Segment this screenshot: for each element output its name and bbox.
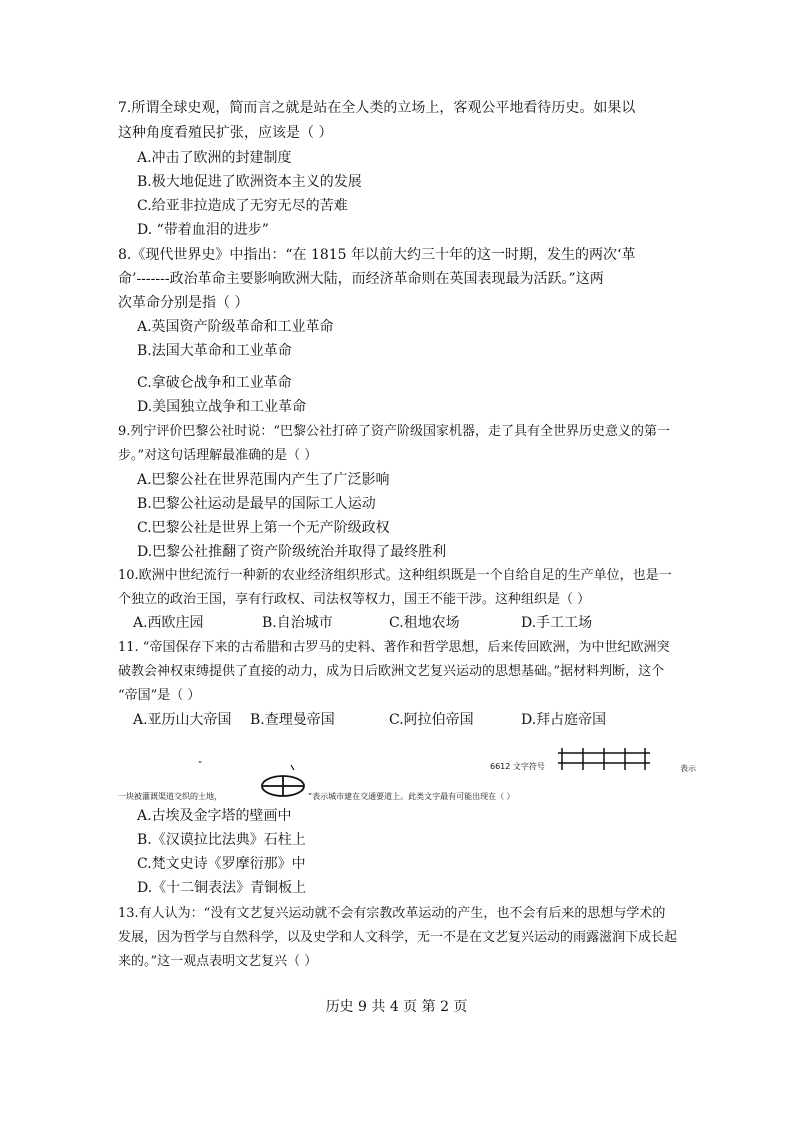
q12-symbol-code: 6612 文字符号 (490, 762, 545, 771)
q12-option-a: A.古埃及金字塔的壁画中 (137, 808, 292, 824)
q8-stem-line3: 次革命分别是指（ ） (118, 295, 249, 311)
q8-option-d: D.美国独立战争和工业革命 (137, 399, 307, 415)
q9-stem-line2: 步。”对这句话理解最准确的是（ ） (118, 448, 318, 463)
q10-stem-line1: 10.欧洲中世纪流行一种新的农业经济组织形式。这种组织既是一个自给自足的生产单位，也是一 (118, 568, 672, 583)
q11-option-a: A.亚历山大帝国 (133, 712, 232, 728)
q7-option-c: C.给亚非拉造成了无穷无尽的苦难 (137, 198, 348, 214)
q10-option-c: C.租地农场 (389, 615, 460, 631)
q7-option-a: A.冲击了欧洲的封建制度 (137, 150, 292, 166)
q11-option-c: C.阿拉伯帝国 (389, 712, 474, 728)
q10-option-a: A.西欧庄园 (133, 615, 204, 631)
q12-stem-a: 一块被灌溉渠道交织的土地， (118, 792, 222, 801)
q8-stem-line2: 命’-------政治革命主要影响欧洲大陆，而经济革命则在英国表现最为活跃。”这两 (118, 271, 604, 287)
q8-option-c: C.拿破仑战争和工业革命 (137, 375, 292, 391)
q10-stem-line2: 个独立的政治王国，享有行政权、司法权等权力，国王不能干涉。这种组织是（ ） (118, 592, 591, 607)
q7-stem-line2: 这种角度看殖民扩张，应该是（ ） (118, 125, 333, 141)
q9-stem-line1: 9.列宁评价巴黎公社时说：“巴黎公社打碎了资产阶级国家机器，走了具有全世界历史意义的第一 (118, 424, 671, 439)
q12-side-label: 表示 (680, 764, 696, 773)
q9-option-c: C.巴黎公社是世界上第一个无产阶级政权 (137, 520, 390, 536)
q11-stem-line1: 11. “帝国保存下来的古希腊和古罗马的史料、著作和哲学思想，后来传回欧洲，为中世纪欧洲突 (118, 640, 670, 655)
q9-option-b: B.巴黎公社运动是最早的国际工人运动 (137, 496, 376, 512)
q11-option-d: D.拜占庭帝国 (521, 712, 607, 728)
q12-option-b: B.《汉谟拉比法典》石柱上 (137, 832, 306, 848)
page-footer: 历史 9 共 4 页 第 2 页 (325, 999, 468, 1015)
q12-stem-b: ”表示城市建在交通要道上。此类文字最有可能出现在（ ） (308, 792, 515, 801)
q10-option-b: B.自治城市 (262, 615, 333, 631)
q8-option-a: A.英国资产阶级革命和工业革命 (137, 319, 334, 335)
irrigation-grid-glyph (556, 748, 652, 770)
q13-stem-line2: 发展，因为哲学与自然科学，以及史学和人文科学，无一不是在文艺复兴运动的雨露滋润下成长起 (118, 930, 678, 945)
q13-stem-line3: 来的。”这一观点表明文艺复兴（ ） (118, 954, 318, 969)
q8-stem-line1: 8.《现代世界史》中指出：“在 1815 年以前大约三十年的这一时期，发生的两次‘革 (118, 247, 636, 263)
q11-option-b: B.查理曼帝国 (250, 712, 335, 728)
q9-option-d: D.巴黎公社推翻了资产阶级统治并取得了最终胜利 (137, 544, 447, 560)
q12-option-c: C.梵文史诗《罗摩衍那》中 (137, 856, 306, 872)
q7-option-b: B.极大地促进了欧洲资本主义的发展 (137, 174, 362, 190)
city-crossroads-glyph (258, 764, 308, 798)
q12-option-d: D.《十二铜表法》青铜板上 (137, 880, 307, 896)
q11-stem-line3: “帝国”是（ ） (118, 688, 201, 703)
q11-stem-line2: 破教会神权束缚提供了直接的动力，成为日后欧洲文艺复兴运动的思想基础。”据材料判断，这个 (118, 664, 665, 679)
q9-option-a: A.巴黎公社在世界范围内产生了广泛影响 (137, 472, 390, 488)
q7-stem-line1: 7.所谓全球史观，简而言之就是站在全人类的立场上，客观公平地看待历史。如果以 (118, 100, 636, 116)
q8-option-b: B.法国大革命和工业革命 (137, 343, 292, 359)
q13-stem-line1: 13.有人认为：“没有文艺复兴运动就不会有宗教改革运动的产生，也不会有后来的思想与学术的 (118, 906, 666, 921)
q10-option-d: D.手工工场 (521, 615, 593, 631)
q12-open-quote: “ (198, 760, 203, 769)
q7-option-d: D. “带着血泪的进步” (137, 222, 269, 238)
